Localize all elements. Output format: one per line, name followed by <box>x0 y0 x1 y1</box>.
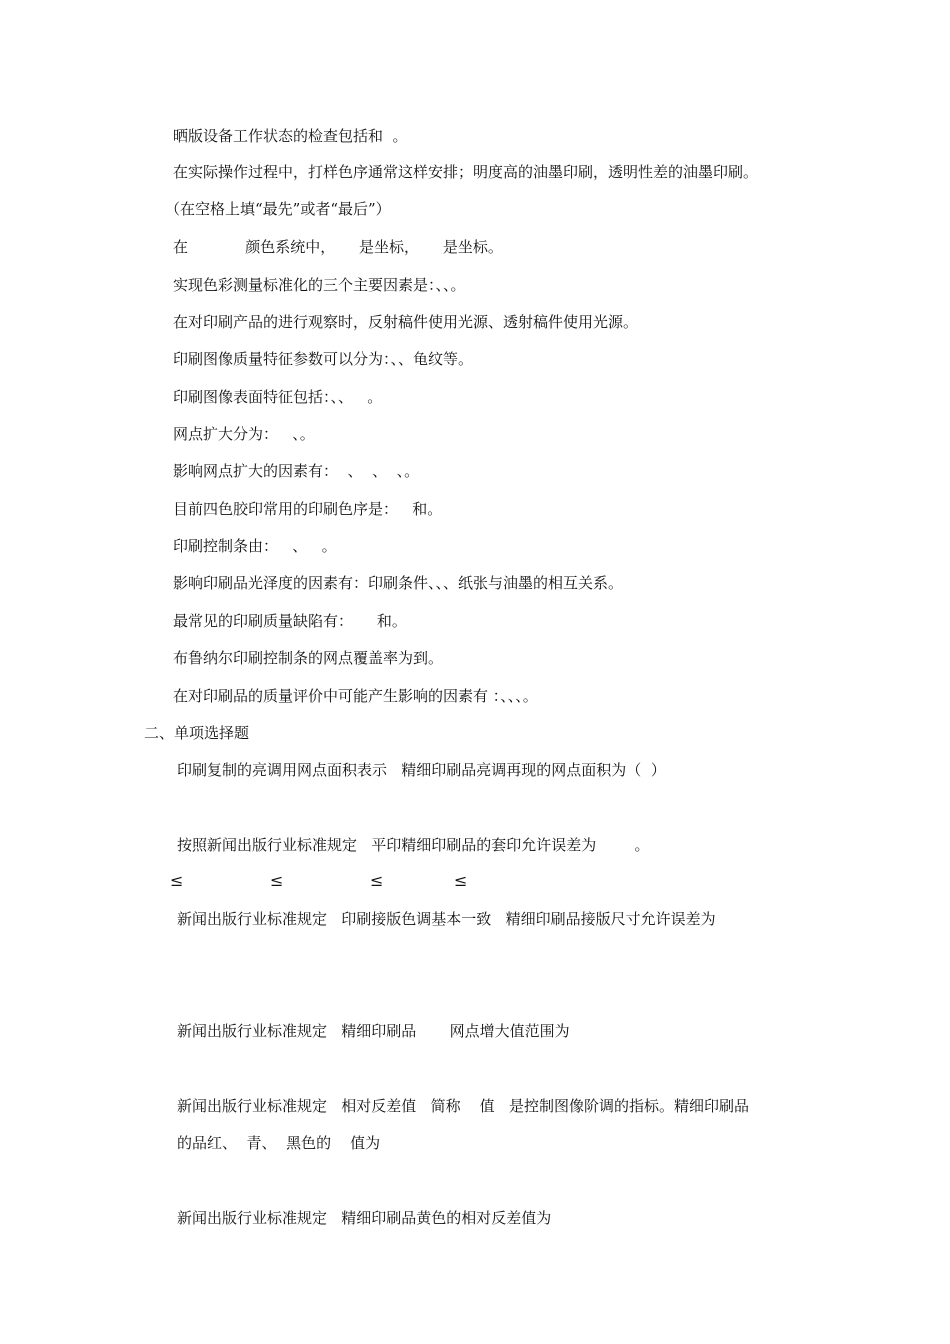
fill-blank-item-6: 印刷图像质量特征参数可以分为：、、龟纹等。 <box>173 350 474 368</box>
choice-question-3: 新闻出版行业标准规定 印刷接版色调基本一致 精细印刷品接版尺寸允许误差为 <box>177 910 716 928</box>
fill-blank-item-1: 晒版设备工作状态的检查包括和 。 <box>173 127 408 145</box>
fill-blank-item-7: 印刷图像表面特征包括：、、 。 <box>173 388 383 406</box>
option-c-symbol: ≤ <box>370 871 384 890</box>
fill-blank-item-9: 影响网点扩大的因素有： 、 、 、。 <box>173 462 420 480</box>
option-b-symbol: ≤ <box>270 871 284 890</box>
option-d-symbol: ≤ <box>454 871 468 890</box>
fill-blank-item-8: 网点扩大分为： 、。 <box>173 425 315 443</box>
choice-question-2: 按照新闻出版行业标准规定 平印精细印刷品的套印允许误差为 。 <box>177 836 650 854</box>
fill-blank-item-15: 在对印刷品的质量评价中可能产生影响的因素有 ：、、、。 <box>173 687 538 705</box>
choice-question-5-line-2: 的品红、 青、 黑色的 值为 <box>177 1134 381 1152</box>
fill-blank-item-2-note: （在空格上填“最先”或者“最后”） <box>165 200 391 218</box>
fill-blank-item-12: 影响印刷品光泽度的因素有：印刷条件、、、纸张与油墨的相互关系。 <box>173 574 624 592</box>
option-a-symbol: ≤ <box>170 871 184 890</box>
fill-blank-item-10: 目前四色胶印常用的印刷色序是： 和。 <box>173 500 443 518</box>
section-heading: 二、单项选择题 <box>144 724 250 742</box>
fill-blank-item-13: 最常见的印刷质量缺陷有： 和。 <box>173 612 407 630</box>
fill-blank-item-14: 布鲁纳尔印刷控制条的网点覆盖率为到。 <box>173 649 444 667</box>
fill-blank-item-3: 在 颜色系统中， 是坐标， 是坐标。 <box>173 238 503 256</box>
fill-blank-item-4: 实现色彩测量标准化的三个主要因素是：、、。 <box>173 276 466 294</box>
choice-question-4: 新闻出版行业标准规定 精细印刷品 网点增大值范围为 <box>177 1022 570 1040</box>
fill-blank-item-11: 印刷控制条由： 、 。 <box>173 537 337 555</box>
fill-blank-item-5: 在对印刷产品的进行观察时，反射稿件使用光源、透射稿件使用光源。 <box>173 313 639 331</box>
fill-blank-item-2: 在实际操作过程中，打样色序通常这样安排；明度高的油墨印刷，透明性差的油墨印刷。 <box>173 163 759 181</box>
choice-question-5-line-1: 新闻出版行业标准规定 相对反差值 简称 值 是控制图像阶调的指标。精细印刷品 <box>177 1097 749 1115</box>
choice-question-1: 印刷复制的亮调用网点面积表示 精细印刷品亮调再现的网点面积为（ ） <box>177 761 666 779</box>
choice-question-6: 新闻出版行业标准规定 精细印刷品黄色的相对反差值为 <box>177 1209 552 1227</box>
